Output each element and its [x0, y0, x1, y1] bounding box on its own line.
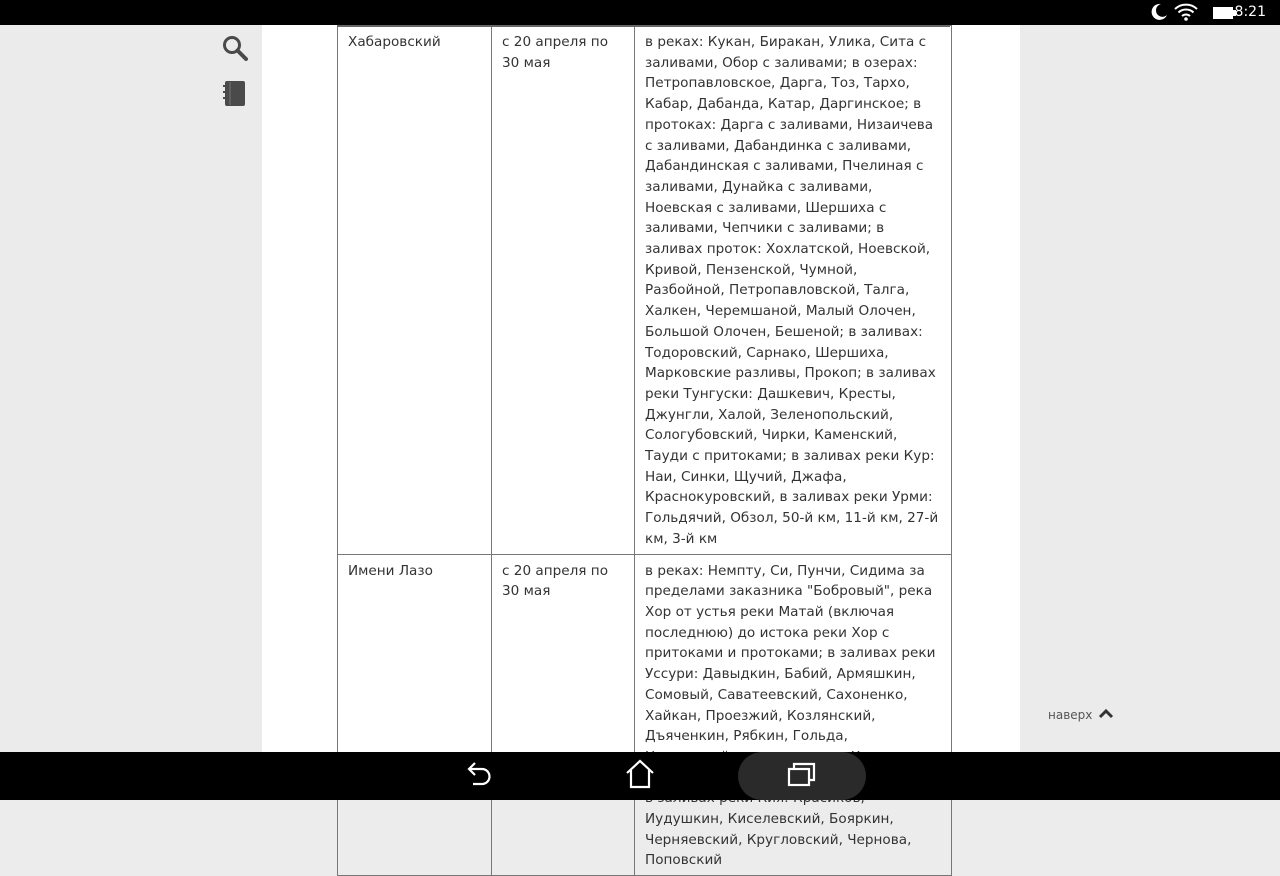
wifi-icon — [1174, 3, 1198, 25]
notebook-icon[interactable] — [220, 79, 250, 109]
right-margin — [1020, 25, 1280, 752]
back-button[interactable] — [448, 752, 508, 800]
clock: 8:21 — [1234, 4, 1266, 20]
data-table — [337, 25, 952, 876]
period-cell: с 20 апреля по 30 мая — [492, 554, 635, 876]
table-row — [338, 554, 952, 876]
places-cell: в реках: Немпту, Си, Пунчи, Сидима за пределами заказника "Бобровый", река Хор от устья реки Матай (включая последнюю) до истока реки Хор с притоками и протоками; в заливах реки Уссури: Давыдкин, Бабий, Армяшкин, Сомовый, Саватеевский, Сахоненко, Хайкан, Проезжий, Козлянский, Дъяченкин, Рябкин, Гольда, Иудушкин, Киселевский, Бояркин, Черняевский, Кругловский, Чернова, Поповский — [635, 554, 952, 876]
places-cell: в реках: Кукан, Биракан, Улика, Сита с заливами, Обор с заливами; в озерах: Петропавловское, Дарга, Тоз, Тархо, Кабар, Дабанда, Катар, Даргинское; в протоках: Дарга с заливами, Низаичева с заливами, Дабандинка с заливами, Дабандинская с заливами, Пчелиная с заливами, Дунайка с заливами, Ноевская с заливами, Шершиха с заливами, Чепчики с заливами; в заливах проток: Хохлатской, Ноевской, Кривой, Пензенской, Чумной, Разбойной, Петропавловской, Талга, Халкен, Черемшаной, Малый Олочен, Большой Олочен, Бешеной; в заливах: Тодоровский, Сарнако, Шершиха, Марковские разливы, Прокоп; в заливах реки Тунгуски: Дашкевич, Кресты, Джунгли, Халой, Зеленопольский, Сологубовский, Чирки, Каменский, Тауди с притоками; в заливах реки Кур: Наи, Синки, Щучий, Джафа, Краснокуровский, в заливах реки Урми: Гольдячий, Обзол, 50-й км, 11-й км, 27-й км, 3-й км — [635, 26, 952, 555]
document-page — [262, 25, 1020, 869]
chevron-up-icon — [1098, 707, 1114, 722]
back-icon — [463, 761, 493, 791]
table-row — [338, 26, 952, 555]
district-cell: Хабаровский — [338, 26, 492, 555]
district-cell: Имени Лазо — [338, 554, 492, 876]
back-to-top-label: наверх — [1048, 707, 1093, 722]
home-icon — [624, 759, 656, 793]
home-button[interactable] — [610, 752, 670, 800]
recents-button[interactable] — [738, 752, 866, 800]
recents-icon — [787, 761, 817, 791]
table-top-border — [337, 25, 950, 27]
back-to-top-link[interactable] — [1048, 707, 1114, 722]
navigation-bar — [0, 752, 1280, 800]
left-margin — [0, 25, 262, 752]
moon-icon — [1150, 3, 1168, 25]
status-bar — [0, 0, 1280, 25]
period-cell: с 20 апреля по 30 мая — [492, 26, 635, 555]
search-icon[interactable] — [220, 33, 250, 63]
